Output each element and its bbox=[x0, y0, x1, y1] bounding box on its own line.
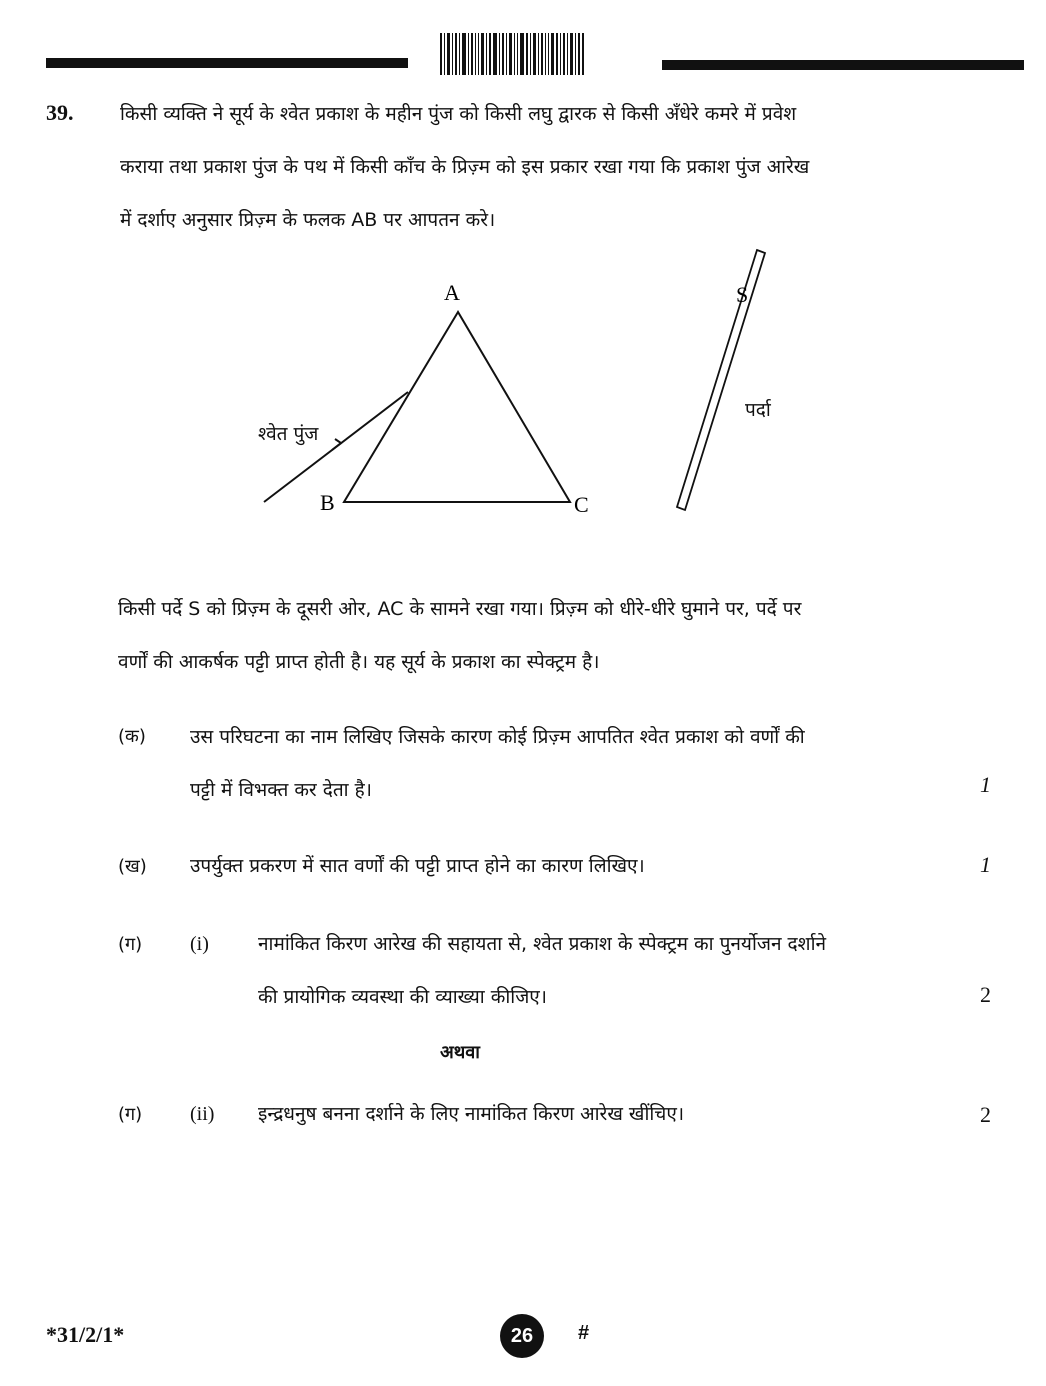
sub-part-label: (ii) bbox=[190, 1103, 215, 1125]
part-label: (ग) bbox=[118, 934, 143, 955]
part-label: (ग) bbox=[118, 1104, 143, 1125]
part-line: नामांकित किरण आरेख की सहायता से, श्वेत प्रकाश के स्पेक्ट्रम का पुनर्योजन दर्शाने bbox=[258, 933, 827, 955]
part-ga-ii-text bbox=[258, 1088, 684, 1141]
header-bar-left bbox=[46, 58, 408, 68]
intro-line: कराया तथा प्रकाश पुंज के पथ में किसी काँच के प्रिज़्म को इस प्रकार रखा गया कि प्रकाश पुंज आरेख bbox=[120, 156, 810, 178]
context-line: वर्णों की आकर्षक पट्टी प्राप्त होती है। यह सूर्य के प्रकाश का स्पेक्ट्रम है। bbox=[118, 651, 600, 673]
marks-value: 2 bbox=[980, 982, 991, 1007]
part-line: इन्द्रधनुष बनना दर्शाने के लिए नामांकित किरण आरेख खींचिए। bbox=[258, 1103, 685, 1125]
prism-triangle bbox=[344, 312, 570, 502]
sub-part-label: (i) bbox=[190, 933, 209, 955]
page-number-badge bbox=[500, 1314, 544, 1358]
intro-line: में दर्शाए अनुसार प्रिज़्म के फलक AB पर आपतन करे। bbox=[120, 209, 496, 231]
marks-value: 1 bbox=[980, 772, 991, 797]
part-ka-text bbox=[190, 711, 805, 817]
context-paragraph bbox=[118, 583, 801, 689]
part-line: पट्टी में विभक्त कर देता है। bbox=[190, 779, 372, 801]
part-kha-text bbox=[190, 840, 645, 893]
part-line: उस परिघटना का नाम लिखिए जिसके कारण कोई प्रिज़्म आपतित श्वेत प्रकाश को वर्णों की bbox=[190, 726, 805, 748]
question-intro bbox=[120, 88, 809, 247]
marks-value: 2 bbox=[980, 1102, 991, 1127]
vertex-a-label: A bbox=[444, 280, 460, 305]
question-number: 39. bbox=[46, 100, 74, 125]
or-divider-label: अथवा bbox=[440, 1042, 480, 1063]
part-label: (ख) bbox=[118, 856, 147, 877]
prism-diagram bbox=[240, 240, 820, 530]
vertex-c-label: C bbox=[574, 492, 589, 517]
part-line: उपर्युक्त प्रकरण में सात वर्णों की पट्टी प्राप्त होने का कारण लिखिए। bbox=[190, 855, 645, 877]
header-bar-right bbox=[662, 60, 1024, 70]
marks-value: 1 bbox=[980, 852, 991, 877]
part-line: की प्रायोगिक व्यवस्था की व्याख्या कीजिए। bbox=[258, 986, 547, 1008]
screen-label: पर्दा bbox=[745, 399, 771, 421]
beam-label: श्वेत पुंज bbox=[258, 423, 319, 445]
part-label: (क) bbox=[118, 726, 146, 747]
paper-code: *31/2/1* bbox=[46, 1322, 125, 1347]
screen-plate bbox=[677, 250, 765, 510]
arrow-icon bbox=[332, 439, 341, 450]
context-line: किसी पर्दे S को प्रिज़्म के दूसरी ओर, AC के सामने रखा गया। प्रिज़्म को धीरे-धीरे घुमाने पर, पर्दे पर bbox=[118, 598, 802, 620]
vertex-b-label: B bbox=[320, 490, 335, 515]
part-ga-i-text bbox=[258, 918, 826, 1024]
barcode-icon bbox=[440, 33, 634, 75]
intro-line: किसी व्यक्ति ने सूर्य के श्वेत प्रकाश के महीन पुंज को किसी लघु द्वारक से किसी अँधेरे कमरे में प्रवेश bbox=[120, 103, 797, 125]
hash-symbol: # bbox=[578, 1322, 590, 1344]
page-number: 26 bbox=[510, 1324, 534, 1347]
screen-letter-label: S bbox=[736, 282, 749, 307]
